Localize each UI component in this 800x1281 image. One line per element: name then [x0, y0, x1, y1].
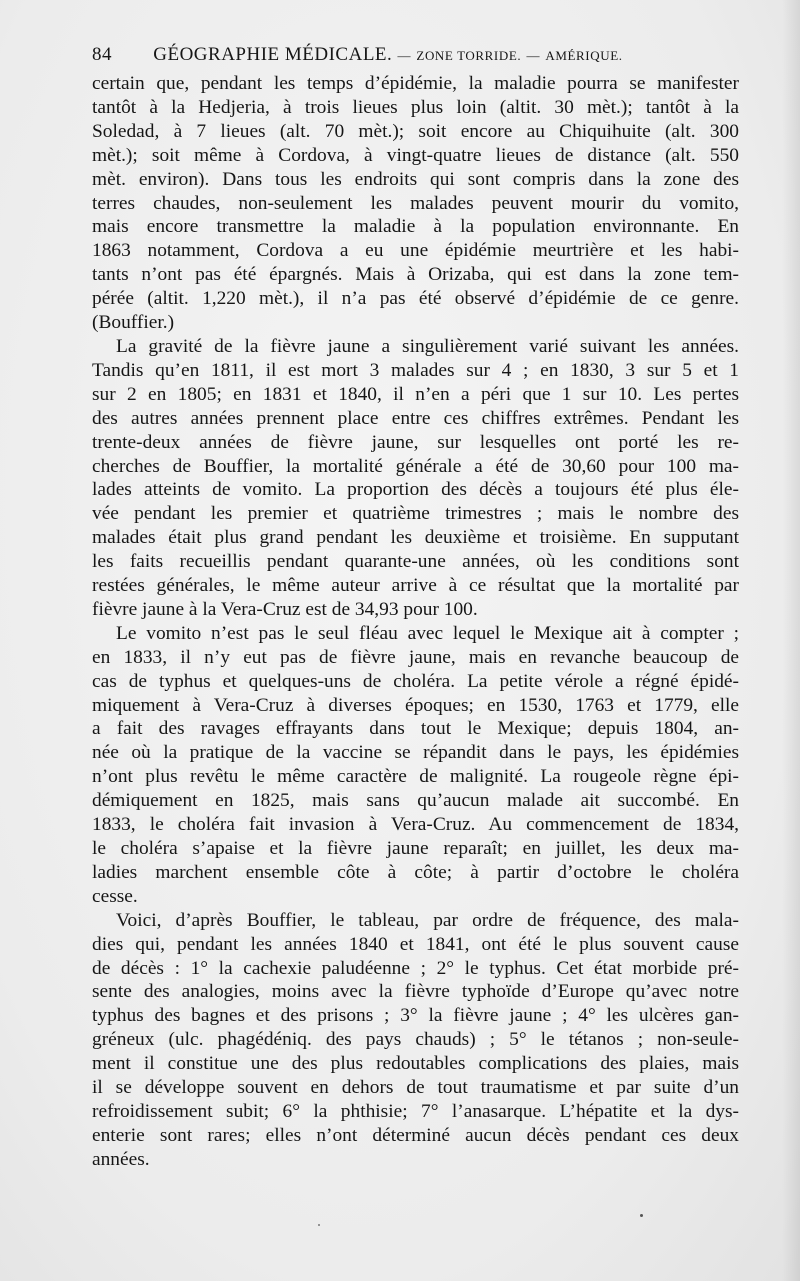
- text-line: gréneux (ulc. phagédéniq. des pays chauds) ; 5° le tétanos ; non-seule-: [92, 1029, 739, 1051]
- text-line: vée pendant les premier et quatrième trimestres ; mais le nombre des: [92, 503, 739, 525]
- text-line: née où la pratique de la vaccine se répandit dans le pays, les épidémies: [92, 742, 739, 764]
- text-line: en 1833, il n’y eut pas de fièvre jaune, mais en revanche beaucoup de: [92, 646, 739, 668]
- header-dash: —: [526, 48, 541, 63]
- text-line: lades atteints de vomito. La proportion des décès a toujours été plus éle-: [92, 479, 739, 501]
- text-line: enterie sont rares; elles n’ont déterminé aucun décès pendant ces deux: [92, 1124, 739, 1146]
- header-title: GÉOGRAPHIE MÉDICALE.: [153, 44, 393, 65]
- text-line: refroidissement subit; 6° la phthisie; 7° l’anasarque. L’hépatite et la dys-: [92, 1100, 739, 1122]
- text-line: (Bouffier.): [92, 312, 175, 334]
- text-line: de décès : 1° la cachexie paludéenne ; 2° le typhus. Cet état morbide pré-: [92, 957, 739, 979]
- text-line: des autres années prennent place entre ces chiffres extrêmes. Pendant les: [92, 407, 739, 429]
- page-number: 84: [92, 44, 112, 65]
- text-line: il se développe souvent en dehors de tout traumatisme et par suite d’un: [92, 1077, 739, 1099]
- text-line: ladies marchent ensemble côte à côte; à partir d’octobre le choléra: [92, 861, 739, 883]
- text-line: terres chaudes, non-seulement les malades peuvent mourir du vomito,: [92, 192, 739, 214]
- print-speck: [640, 1214, 643, 1217]
- text-line: restées générales, le même auteur arrive à ce résultat que la mortalité par: [92, 575, 739, 597]
- text-line: années.: [92, 1148, 150, 1170]
- text-line: dies qui, pendant les années 1840 et 1841, ont été le plus souvent cause: [92, 933, 739, 955]
- text-line: cas de typhus et quelques-uns de choléra. La petite vérole a régné épidé-: [92, 670, 739, 692]
- text-line: Le vomito n’est pas le seul fléau avec lequel le Mexique ait à compter ;: [116, 622, 739, 644]
- text-line: cesse.: [92, 885, 138, 907]
- text-line: Tandis qu’en 1811, il est mort 3 malades sur 4 ; en 1830, 3 sur 5 et 1: [92, 359, 739, 381]
- body-text: [92, 72, 739, 1172]
- text-line: 1833, le choléra fait invasion à Vera-Cruz. Au commencement de 1834,: [92, 814, 739, 836]
- header-section: ZONE TORRIDE.: [416, 48, 522, 63]
- text-line: mèt. environ). Dans tous les endroits qui sont compris dans la zone des: [92, 168, 739, 190]
- text-line: les faits recueillis pendant quarante-une années, où les conditions sont: [92, 551, 739, 573]
- text-line: typhus des bagnes et des prisons ; 3° la fièvre jaune ; 4° les ulcères gan-: [92, 1005, 739, 1027]
- text-line: tantôt à la Hedjeria, à trois lieues plus loin (altit. 30 mèt.); tantôt à la: [92, 96, 739, 118]
- text-line: a fait des ravages effrayants dans tout le Mexique; depuis 1804, an-: [92, 718, 739, 740]
- text-line: démiquement en 1825, mais sans qu’aucun malade ait succombé. En: [92, 790, 739, 812]
- text-line: miquement à Vera-Cruz à diverses époques; en 1530, 1763 et 1779, elle: [92, 694, 739, 716]
- text-line: trente-deux années de fièvre jaune, sur lesquelles ont porté les re-: [92, 431, 739, 453]
- text-line: Soledad, à 7 lieues (alt. 70 mèt.); soit encore au Chiquihuite (alt. 300: [92, 120, 739, 142]
- text-line: 1863 notamment, Cordova a eu une épidémie meurtrière et les habi-: [92, 240, 739, 262]
- header-dash: —: [397, 48, 412, 63]
- page-edge-shadow: [782, 0, 800, 1281]
- print-speck: [318, 1224, 320, 1226]
- text-line: sente des analogies, moins avec la fièvre typhoïde d’Europe qu’avec notre: [92, 981, 739, 1003]
- text-line: certain que, pendant les temps d’épidémie, la maladie pourra se manifester: [92, 73, 739, 94]
- text-line: La gravité de la fièvre jaune a singulièrement varié suivant les années.: [116, 335, 739, 357]
- text-line: mais encore transmettre la maladie à la population environnante. En: [92, 216, 739, 238]
- text-line: ment il constitue une des plus redoutables complications des plaies, mais: [92, 1053, 739, 1075]
- text-line: cherches de Bouffier, la mortalité générale a été de 30,60 pour 100 ma-: [92, 455, 739, 477]
- text-line: tants n’ont pas été épargnés. Mais à Orizaba, qui est dans la zone tem-: [92, 264, 739, 286]
- header-region: AMÉRIQUE.: [545, 48, 623, 63]
- text-line: mèt.); soit même à Cordova, à vingt-quatre lieues de distance (alt. 550: [92, 144, 739, 166]
- text-line: le choléra s’apaise et la fièvre jaune reparaît; en juillet, les deux ma-: [92, 838, 739, 859]
- text-line: Voici, d’après Bouffier, le tableau, par ordre de fréquence, des mala-: [116, 909, 739, 931]
- text-line: fièvre jaune à la Vera-Cruz est de 34,93 pour 100.: [92, 598, 478, 620]
- running-header: [92, 44, 742, 66]
- text-line: malades était plus grand pendant les deuxième et troisième. En supputant: [92, 527, 739, 549]
- text-line: n’ont plus revêtu le même caractère de malignité. La rougeole règne épi-: [92, 766, 739, 788]
- text-line: pérée (altit. 1,220 mèt.), il n’a pas été observé d’épidémie de ce genre.: [92, 288, 739, 310]
- text-line: sur 2 en 1805; en 1831 et 1840, il n’en a péri que 1 sur 10. Les pertes: [92, 383, 739, 405]
